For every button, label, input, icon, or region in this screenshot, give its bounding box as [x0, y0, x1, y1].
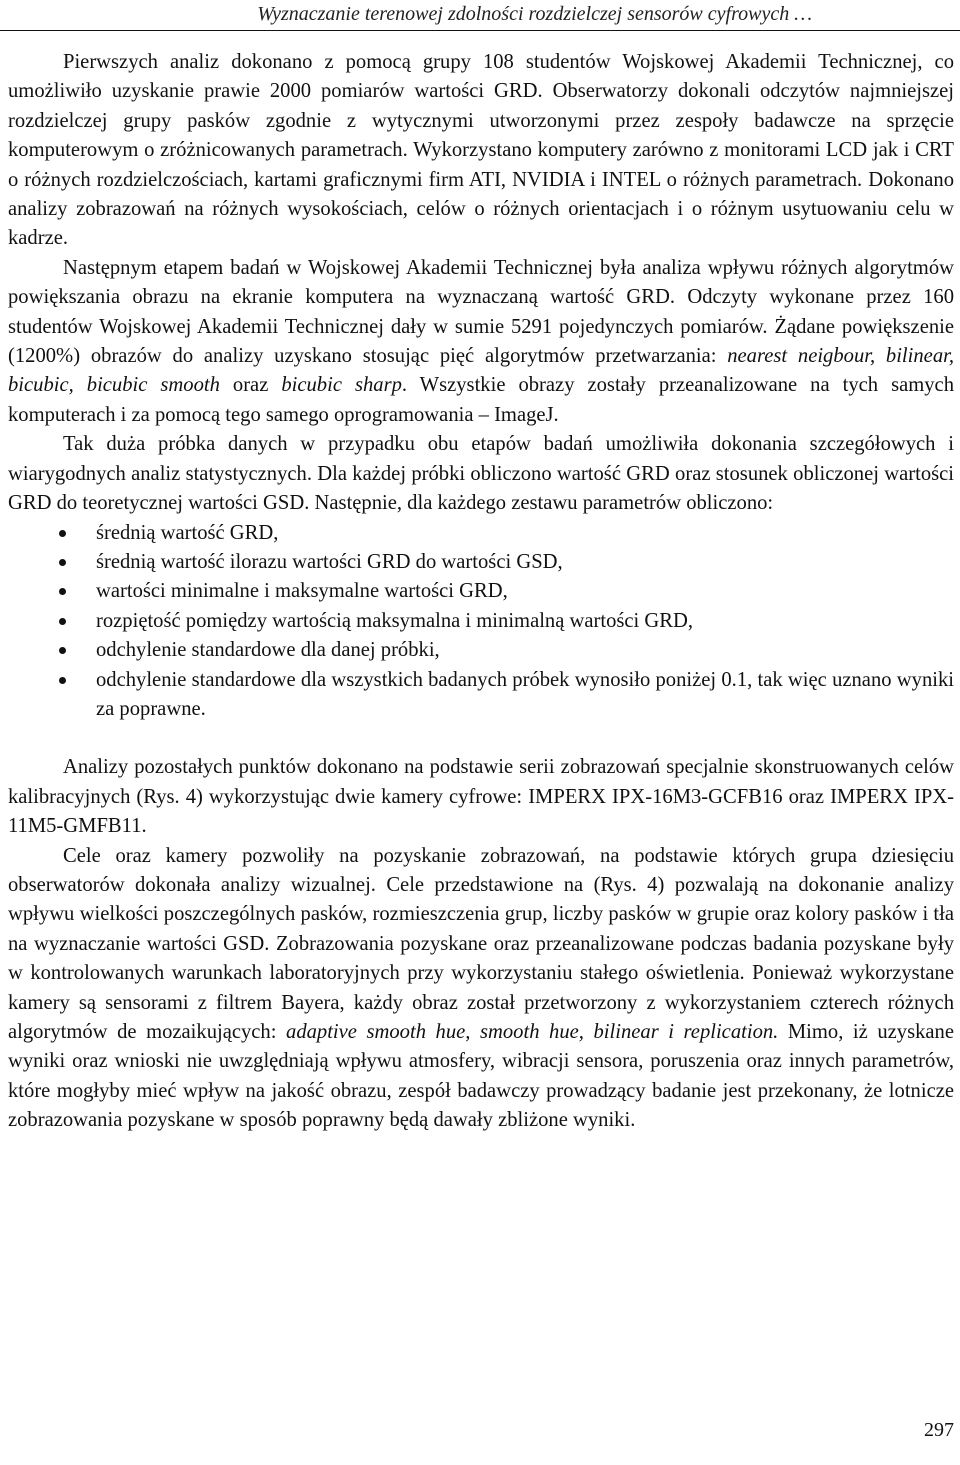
- bullet-dot-icon: [59, 618, 66, 625]
- paragraph-first-analyses: Pierwszych analiz dokonano z pomocą grupy 108 studentów Wojskowej Akademii Technicznej, co umożliwiło uzyskanie prawie 2000 pomiarów wartości GRD. Obserwatorzy dokonali odczytów najmniejszej rozdzielczej grupy pasków zgodnie z wytycznymi utworzonymi przez zespoły badawcze na sprzęcie komputerowym o zróżnicowanych parametrach. Wykorzystano komputery zarówno z monitorami LCD jak i CRT o różnych rozdzielczościach, kartami graficznymi firm ATI, NVIDIA i INTEL o różnych parametrach. Dokonano analizy zobrazowań na różnych wysokościach, celów o różnych orientacjach i o różnym usytuowaniu celu w kadrze.: [8, 51, 954, 250]
- paragraph-cameras-text-a: Cele oraz kamery pozwoliły na pozyskanie zobrazowań, na podstawie których grupa dziesięciu obserwatorów dokonała analizy wizualnej. Cele przedstawione na (Rys. 4) pozwalają na dokonanie analizy wpływu wielkości poszczególnych pasków, rozmieszczenia grup, liczby pasków w grupie oraz kolory pasków i tła na wyznaczanie wartości GSD. Zobrazowania pozyskane oraz przeanalizowane podczas badania pozyskane były w kontrolowanych warunkach laboratoryjnych przy wykorzystaniu stałego oświetlenia. Ponieważ wykorzystane kamery są sensorami z filtrem Bayera, każdy obraz został przetworzony z wykorzystaniem czterech różnych algorytmów de mozaikujących:: [8, 844, 954, 1043]
- list-item-text: średnią wartość GRD,: [96, 521, 279, 544]
- paragraph-cameras-text-b: Mimo, iż uzyskane wyniki oraz wnioski nie uwzględniają wpływu atmosfery, wibracji sensora, poruszenia oraz innych parametrów, które mogłyby mieć wpływ na jakość obrazu, zespół badawczy prowadzący badanie jest przekonany, że lotnicze zobrazowania pozyskane w sposób poprawny będą dawały zbliżone wyniki.: [8, 1021, 954, 1132]
- paragraph-spacer: [8, 724, 954, 753]
- bullet-dot-icon: [59, 647, 66, 654]
- list-item-text: średnią wartość ilorazu wartości GRD do wartości GSD,: [96, 550, 563, 573]
- paragraph-zoom-text-b: oraz: [219, 374, 282, 397]
- page-number: 297: [924, 1419, 954, 1441]
- paragraph-cameras-observers: [8, 842, 954, 1136]
- bullet-dot-icon: [59, 588, 66, 595]
- algorithm-name-sharp-italic: bicubic sharp: [281, 374, 402, 397]
- running-title: Wyznaczanie terenowej zdolności rozdzielczej sensorów cyfrowych …: [257, 3, 812, 25]
- bullet-dot-icon: [59, 530, 66, 537]
- body-text: [8, 48, 954, 1136]
- paragraph-zoom-text-a: Następnym etapem badań w Wojskowej Akademii Technicznej była analiza wpływu różnych algorytmów powiększania obrazu na ekranie komputera na wyznaczaną wartość GRD. Odczyty wykonane przez 160 studentów Wojskowej Akademii Technicznej dały w sumie 5291 pojedynczych pomiarów. Żądane powiększenie (1200%) obrazów do analizy uzyskano stosując pięć algorytmów przetwarzania:: [8, 256, 954, 368]
- list-item: [8, 548, 954, 577]
- list-item: [8, 519, 954, 548]
- list-item-text: rozpiętość pomiędzy wartością maksymalna i minimalną wartości GRD,: [96, 609, 694, 632]
- list-item-text: wartości minimalne i maksymalne wartości GRD,: [96, 580, 508, 603]
- bullet-dot-icon: [59, 677, 66, 684]
- list-item-text: odchylenie standardowe dla danej próbki,: [96, 639, 440, 662]
- list-item: [8, 607, 954, 636]
- bullet-dot-icon: [59, 559, 66, 566]
- list-item: [8, 636, 954, 665]
- paragraph-zoom-algorithms: [8, 254, 954, 430]
- algorithm-names-italic: nearest neigbour, bilinear, bicubic, bicubic smooth: [8, 345, 954, 397]
- list-item-text: odchylenie standardowe dla wszystkich badanych próbek wynosiło poniżej 0.1, tak więc uznano wyniki za poprawne.: [96, 668, 954, 720]
- list-item: [8, 577, 954, 606]
- list-item: [8, 666, 954, 725]
- demosaicing-algorithms-italic: adaptive smooth hue, smooth hue, bilinear i replication.: [286, 1021, 779, 1043]
- paragraph-zoom-text-c: . Wszystkie obrazy zostały przeanalizowane na tych samych komputerach i za pomocą tego samego oprogramowania – ImageJ.: [8, 374, 954, 426]
- paragraph-calibration-targets: Analizy pozostałych punktów dokonano na podstawie serii zobrazowań specjalnie skonstruowanych celów kalibracyjnych (Rys. 4) wykorzystując dwie kamery cyfrowe: IMPERX IPX-16M3-GCFB16 oraz IMPERX IPX-11M5-GMFB11.: [8, 756, 954, 838]
- statistics-bullet-list: [8, 519, 954, 725]
- paragraph-statistics: Tak duża próbka danych w przypadku obu etapów badań umożliwiła dokonania szczegółowych i wiarygodnych analiz statystycznych. Dla każdej próbki obliczono wartość GRD oraz stosunek obliczonej wartości GRD do teoretycznej wartości GSD. Następnie, dla każdego zestawu parametrów obliczono:: [8, 433, 954, 515]
- running-header: [0, 3, 960, 31]
